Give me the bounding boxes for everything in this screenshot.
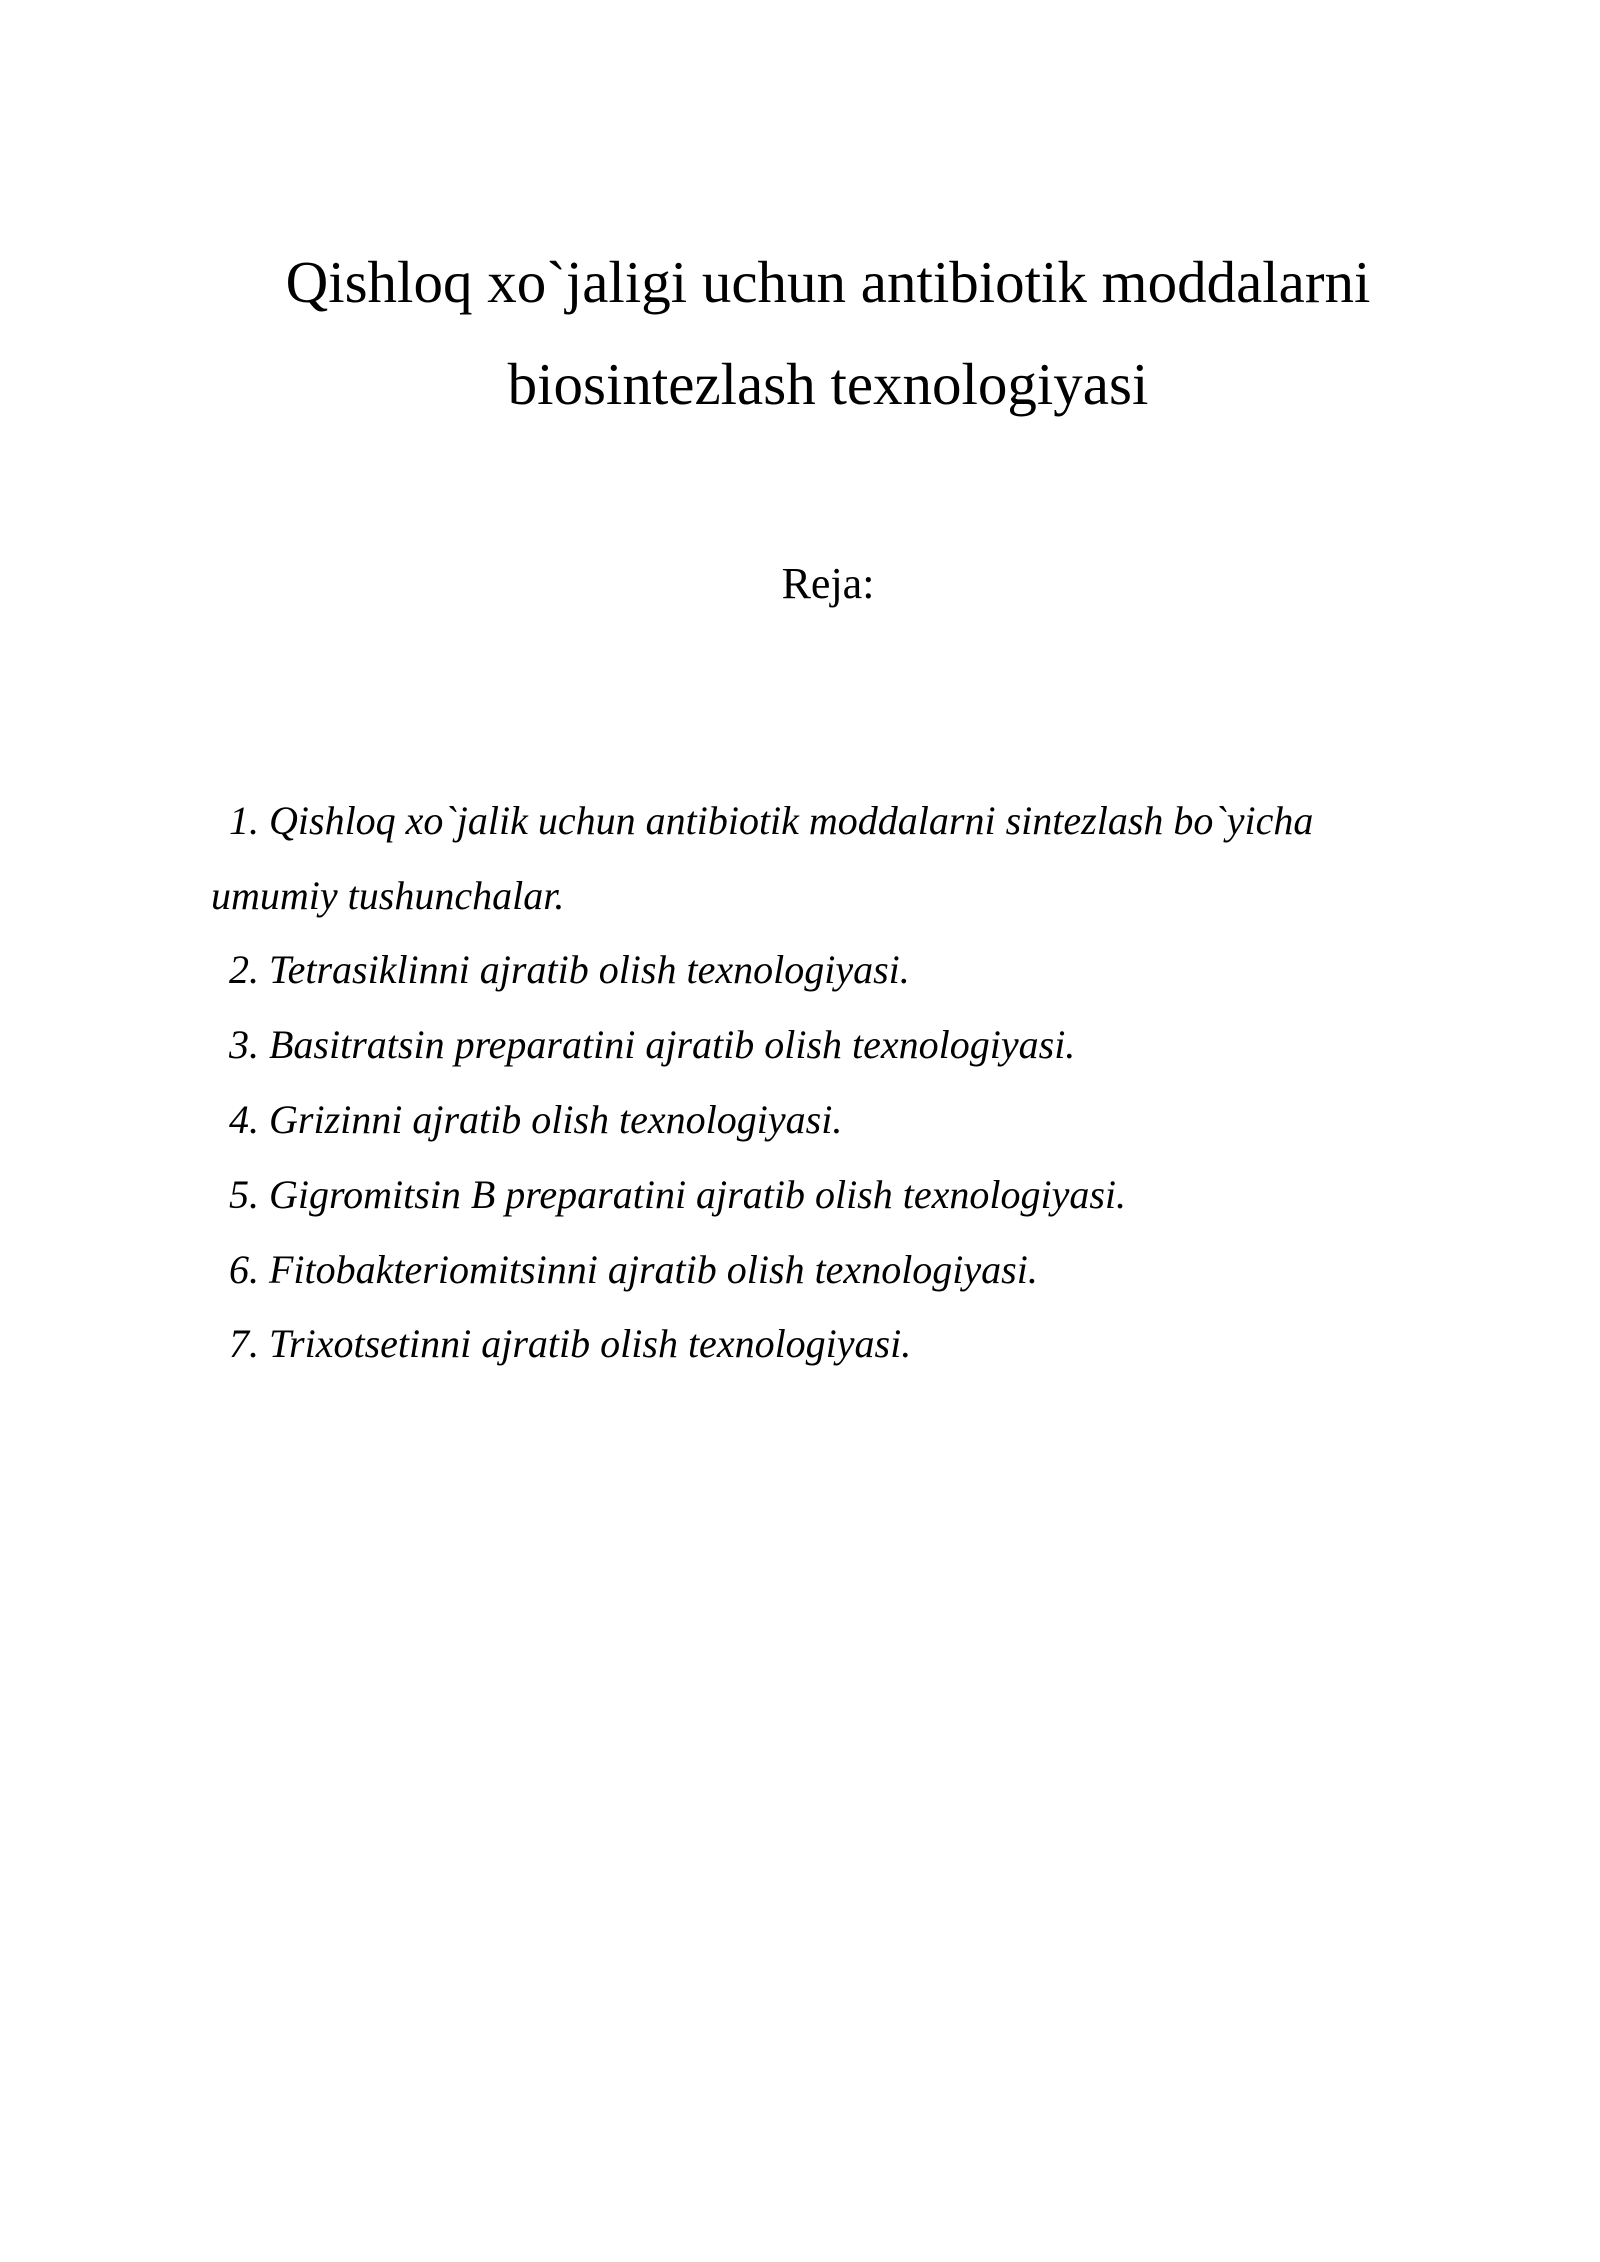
plan-item-text: Qishloq xo`jalik uchun antibiotik moddalarni sintezlash bo`yicha [269, 798, 1314, 843]
plan-item-text: Grizinni ajratib olish texnologiyasi. [269, 1097, 843, 1142]
plan-item-7 [229, 1320, 911, 1368]
document-title-line-2: biosintezlash texnologiyasi [507, 351, 1149, 417]
plan-item-text: Trixotsetinni ajratib olish texnologiyasi. [269, 1321, 912, 1366]
plan-item-number: 1. [229, 798, 259, 843]
plan-item-3 [229, 1021, 1075, 1069]
plan-item-text: Tetrasiklinni ajratib olish texnologiyasi. [269, 947, 910, 992]
plan-item-number: 4. [229, 1097, 259, 1142]
plan-item-6 [229, 1246, 1038, 1294]
plan-item-4 [229, 1096, 842, 1144]
plan-item-1-continuation: umumiy tushunchalar. [211, 873, 565, 918]
plan-item-2 [229, 946, 910, 994]
plan-item-text: Fitobakteriomitsinni ajratib olish texnologiyasi. [269, 1247, 1038, 1292]
plan-item-number: 2. [229, 947, 259, 992]
document-title-line-1: Qishloq xo`jaligi uchun antibiotik moddalarni [285, 249, 1371, 315]
plan-item-1 [229, 797, 1313, 845]
plan-item-5 [229, 1171, 1126, 1219]
plan-item-number: 5. [229, 1172, 259, 1217]
plan-item-number: 7. [229, 1321, 259, 1366]
plan-item-number: 6. [229, 1247, 259, 1292]
plan-item-text: Gigromitsin B preparatini ajratib olish texnologiyasi. [269, 1172, 1127, 1217]
plan-heading: Reja: [781, 559, 875, 608]
plan-item-text: Basitratsin preparatini ajratib olish texnologiyasi. [269, 1022, 1076, 1067]
plan-item-number: 3. [229, 1022, 259, 1067]
